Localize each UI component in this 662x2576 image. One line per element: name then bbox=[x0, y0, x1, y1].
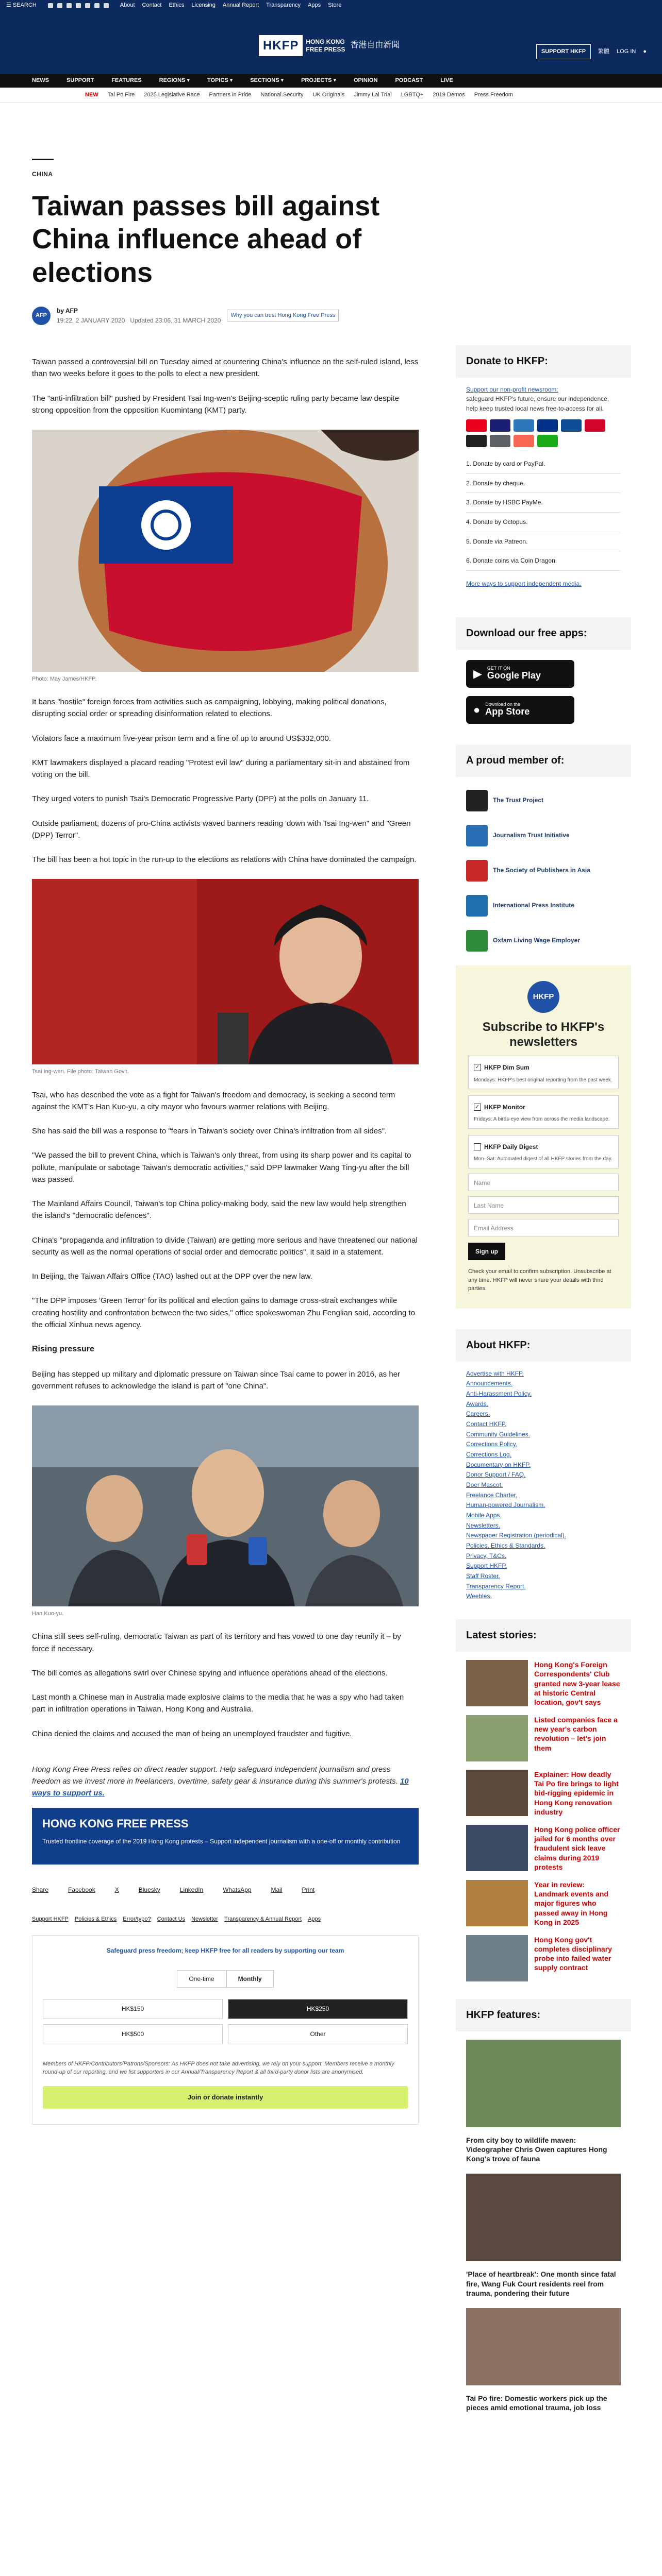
about-link[interactable]: Privacy, T&Cs. bbox=[466, 1552, 507, 1560]
article bbox=[32, 103, 419, 2125]
story-thumbnail bbox=[466, 1770, 528, 1816]
nav-projects[interactable]: PROJECTS ▾ bbox=[301, 77, 336, 84]
member-heading-box bbox=[456, 744, 631, 777]
donate-options-list bbox=[466, 454, 621, 571]
paragraph: The bill comes as allegations swirl over Chinese spying and influence operations ahead of the elections. bbox=[32, 1668, 388, 1677]
patreon-icon bbox=[514, 435, 534, 447]
youtube-icon[interactable] bbox=[85, 3, 90, 8]
author-name[interactable]: by AFP bbox=[57, 307, 78, 314]
about-link[interactable]: Contact HKFP. bbox=[466, 1420, 507, 1428]
jcb-icon bbox=[561, 419, 582, 432]
google-pay-icon bbox=[490, 435, 510, 447]
about-heading-box bbox=[456, 1329, 631, 1362]
freq-monthly[interactable]: Monthly bbox=[226, 1970, 274, 1988]
updated-date: Updated 23:06, 31 MARCH 2020 bbox=[130, 316, 221, 324]
support-link[interactable]: 10 ways to support us. bbox=[32, 1777, 409, 1798]
donate-option[interactable]: 4. Donate by Octopus. bbox=[466, 513, 621, 532]
share-print[interactable]: Print bbox=[302, 1886, 315, 1893]
about-link[interactable]: Doer Mascot. bbox=[466, 1481, 503, 1489]
donate-sidebar-box bbox=[456, 345, 631, 378]
about-link[interactable]: Anti-Harassment Policy. bbox=[466, 1390, 532, 1398]
trending-link[interactable]: Jimmy Lai Trial bbox=[354, 91, 392, 98]
x-icon[interactable] bbox=[57, 3, 62, 8]
footer-link[interactable]: Error/typo? bbox=[123, 1916, 151, 1923]
about-link[interactable]: Policies, Ethics & Standards. bbox=[466, 1542, 545, 1550]
latest-story[interactable]: Year in review: Landmark events and major figures who passed away in Hong Kong in 2025 bbox=[466, 1880, 621, 1927]
amount-option-selected[interactable]: HK$250 bbox=[228, 1999, 408, 2019]
name-input[interactable]: Name bbox=[468, 1174, 619, 1191]
about-links bbox=[456, 1369, 631, 1602]
apps-heading-box bbox=[456, 617, 631, 650]
trending-link[interactable]: Partners in Pride bbox=[209, 91, 252, 98]
paragraph: She has said the bill was a response to "fears in Taiwan's society over China's infiltration from all sides". bbox=[32, 1127, 387, 1136]
newsletter-option-monitor[interactable]: ✓ HKFP Monitor Fridays: A birds-eye view from across the media landscape. bbox=[468, 1095, 619, 1129]
paragraph: KMT lawmakers displayed a placard reading "Protest evil law" during a parliamentary sit-in and abstained from voting on the bill. bbox=[32, 758, 410, 779]
new-badge: NEW bbox=[85, 91, 98, 98]
threads-icon[interactable] bbox=[76, 3, 81, 8]
visa-icon bbox=[490, 419, 510, 432]
features-heading-box bbox=[456, 1999, 631, 2031]
google-play-button[interactable]: ▶ GET IT ON Google Play bbox=[466, 660, 574, 688]
feature-title[interactable]: From city boy to wildlife maven: Videographer Chris Owen captures Hong Kong's trove of fauna bbox=[466, 2136, 607, 2163]
member-ipi[interactable]: International Press Institute bbox=[466, 892, 621, 919]
support-banner[interactable]: HONG KONG FREE PRESS Trusted frontline coverage of the 2019 Hong Kong protests – Support independent journalism with a one-off or monthly contribution bbox=[32, 1808, 419, 1865]
nav-news[interactable]: NEWS bbox=[32, 77, 49, 84]
story-thumbnail bbox=[466, 1935, 528, 1981]
paragraph: China's "propaganda and infiltration to divide (Taiwan) are getting more serious and have threatened our national security as well as the normal operations of social order and democratic politics", it said in a statement. bbox=[32, 1235, 418, 1257]
feature-stories bbox=[456, 2040, 631, 2413]
paragraph: Tsai, who has described the vote as a fight for Taiwan's freedom and democracy, is seeking a second term against the KMT's Han Kuo-yu, a city mayor who favours warmer relations with Beijing. bbox=[32, 1090, 395, 1111]
donate-option[interactable]: 3. Donate by HSBC PayMe. bbox=[466, 493, 621, 513]
about-link[interactable]: Community Guidelines. bbox=[466, 1430, 531, 1438]
story-thumbnail bbox=[466, 1880, 528, 1926]
rss-icon[interactable] bbox=[104, 3, 109, 8]
member-oxfam[interactable]: Oxfam Living Wage Employer bbox=[466, 927, 621, 954]
about-link[interactable]: Human-powered Journalism. bbox=[466, 1501, 545, 1509]
latest-story[interactable]: Hong Kong gov't completes disciplinary probe into failed water supply contract bbox=[466, 1935, 621, 1981]
paragraph: The bill has been a hot topic in the run-up to the elections as relations with China have dominated the campaign. bbox=[32, 855, 417, 865]
paragraph: Outside parliament, dozens of pro-China activists waved banners reading 'down with Tsai Ing-wen" and "Green (DPP) Terror". bbox=[32, 819, 411, 840]
nav-support[interactable]: SUPPORT bbox=[67, 77, 94, 84]
top-link-licensing[interactable]: Licensing bbox=[191, 2, 216, 9]
paragraph: Beijing has stepped up military and diplomatic pressure on Taiwan since Tsai came to power in 2016, as her government refuses to acknowledge the island is part of "one China". bbox=[32, 1369, 401, 1391]
paragraph: "The DPP imposes 'Green Terror' for its political and election gains to damage cross-strait exchanges while creating hostility and confrontation between the two sides," office spokeswoman Zhu Fenglian said, according to the official Xinhua news agency. bbox=[32, 1296, 415, 1329]
donate-option[interactable]: 6. Donate coins via Coin Dragon. bbox=[466, 551, 621, 571]
support-hkfp-button[interactable]: SUPPORT HKFP bbox=[536, 44, 591, 59]
amex-icon bbox=[514, 419, 534, 432]
facebook-icon[interactable] bbox=[48, 3, 53, 8]
about-link[interactable]: Newspaper Registration (periodical). bbox=[466, 1532, 567, 1539]
story-thumbnail bbox=[466, 1715, 528, 1761]
instagram-icon[interactable] bbox=[67, 3, 72, 8]
wechat-pay-icon bbox=[537, 435, 558, 447]
footer-link[interactable]: Support HKFP bbox=[32, 1916, 69, 1923]
amount-option-other[interactable]: Other bbox=[228, 2024, 408, 2044]
about-link[interactable]: Weebles. bbox=[466, 1592, 492, 1600]
share-x[interactable]: X bbox=[114, 1886, 119, 1893]
hkfp-logo: HKFP bbox=[527, 981, 559, 1013]
article-footer-links bbox=[32, 1915, 419, 1924]
about-link[interactable]: Careers. bbox=[466, 1410, 490, 1418]
sidebar bbox=[456, 103, 631, 2412]
checkbox[interactable] bbox=[474, 1143, 481, 1150]
story-thumbnail bbox=[466, 1825, 528, 1871]
about-link[interactable]: Documentary on HKFP. bbox=[466, 1461, 531, 1468]
social-icons bbox=[48, 3, 109, 8]
footer-link[interactable]: Apps bbox=[308, 1916, 321, 1923]
paragraph: The Mainland Affairs Council, Taiwan's top China policy-making body, said the new law would help strengthen the island's "democratic defences". bbox=[32, 1199, 406, 1221]
checkbox-checked[interactable]: ✓ bbox=[474, 1064, 481, 1071]
nav-features[interactable]: FEATURES bbox=[111, 77, 142, 84]
member-jti[interactable]: Journalism Trust Initiative bbox=[466, 822, 621, 849]
feature-title[interactable]: 'Place of heartbreak': One month since fatal fire, Wang Fuk Court residents reel from trauma, pondering their future bbox=[466, 2270, 616, 2297]
photo-caption: Tsai Ing-wen. File photo: Taiwan Gov't. bbox=[32, 1069, 129, 1075]
support-note: Hong Kong Free Press relies on direct reader support. Help safeguard independent journalism and press freedom as we invest more in freelancers, overtime, safety gear & insurance during this summer's protests. 10 ways to support us. bbox=[32, 1765, 409, 1798]
trust-project-icon bbox=[466, 790, 488, 811]
user-icon[interactable]: ● bbox=[643, 48, 647, 55]
story-thumbnail bbox=[466, 1660, 528, 1706]
apple-icon: ● bbox=[473, 703, 481, 716]
jti-icon bbox=[466, 825, 488, 846]
paragraph: They urged voters to punish Tsai's Democratic Progressive Party (DPP) at the polls on January 11. bbox=[32, 794, 369, 804]
donate-option[interactable]: 5. Donate via Patreon. bbox=[466, 532, 621, 552]
latest-stories bbox=[456, 1660, 631, 1981]
latest-story[interactable]: Hong Kong's Foreign Correspondents' Club granted new 3-year lease at historic Central location, gov't says bbox=[466, 1660, 621, 1707]
signup-button[interactable]: Sign up bbox=[468, 1243, 505, 1261]
paragraph: China still sees self-ruling, democratic Taiwan as part of its territory and has vowed to one day reunify it – by force if necessary. bbox=[32, 1632, 401, 1653]
top-link-transparency[interactable]: Transparency bbox=[266, 2, 301, 9]
feature-title[interactable]: Tai Po fire: Domestic workers pick up the pieces amid emotional trauma, job loss bbox=[466, 2394, 607, 2412]
share-linkedin[interactable]: LinkedIn bbox=[179, 1886, 204, 1893]
member-trust-project[interactable]: The Trust Project bbox=[466, 787, 621, 814]
about-heading: About HKFP: bbox=[466, 1339, 531, 1351]
newsletter-heading: Subscribe to HKFP's newsletters bbox=[482, 1020, 605, 1049]
footer-link[interactable]: Contact Us bbox=[157, 1916, 186, 1923]
paragraph: The "anti-infiltration bill" pushed by President Tsai Ing-wen's Beijing-sceptic ruling party became law despite strong opposition from the opposition Kuomintang (KMT) party. bbox=[32, 394, 399, 415]
share-label: Share bbox=[32, 1886, 49, 1893]
top-link-store[interactable]: Store bbox=[328, 2, 342, 9]
share-mail[interactable]: Mail bbox=[271, 1886, 283, 1893]
members-note: Members of HKFP/Contributors/Patrons/Sponsors: As HKFP does not take advertising, we rely on your support. Members receive a monthly round-up of our reporting, and we list supporters in our Annual/Transparency Report & all third-party donor lists are anonymised. bbox=[43, 2060, 394, 2076]
newsletter-fine-print: Check your email to confirm subscription. Unsubscribe at any time. HKFP will never share your details with third parties. bbox=[468, 1268, 611, 1292]
top-link-ethics[interactable]: Ethics bbox=[169, 2, 185, 9]
trending-link[interactable]: Tai Po Fire bbox=[107, 91, 135, 98]
flag-mask-illustration bbox=[32, 430, 419, 672]
latest-heading: Latest stories: bbox=[466, 1630, 537, 1641]
donate-support-link[interactable]: Support our non-profit newsroom: bbox=[466, 386, 558, 393]
payment-logos bbox=[466, 419, 621, 447]
member-sopa[interactable]: The Society of Publishers in Asia bbox=[466, 857, 621, 884]
about-link[interactable]: Announcements. bbox=[466, 1380, 513, 1387]
linkedin-icon[interactable] bbox=[94, 3, 100, 8]
language-switch[interactable]: 繁體 bbox=[598, 48, 610, 55]
app-store-button[interactable]: ● Download on the App Store bbox=[466, 696, 574, 724]
about-link[interactable]: Awards. bbox=[466, 1400, 489, 1408]
login-link[interactable]: LOG IN bbox=[617, 48, 636, 55]
about-link[interactable]: Corrections Log. bbox=[466, 1451, 512, 1459]
last-name-input[interactable]: Last Name bbox=[468, 1196, 619, 1214]
category-label[interactable]: CHINA bbox=[32, 171, 53, 178]
feature-image[interactable] bbox=[466, 2308, 621, 2385]
donate-heading: Donate to HKFP: bbox=[466, 355, 548, 367]
footer-link[interactable]: Policies & Ethics bbox=[74, 1916, 117, 1923]
about-link[interactable]: Donor Support / FAQ. bbox=[466, 1471, 526, 1479]
oxfam-icon bbox=[466, 930, 488, 952]
nav-regions[interactable]: REGIONS ▾ bbox=[159, 77, 190, 84]
amount-option[interactable]: HK$500 bbox=[43, 2024, 223, 2044]
footer-link[interactable]: Newsletter bbox=[191, 1916, 219, 1923]
checkbox-checked[interactable]: ✓ bbox=[474, 1104, 481, 1111]
photo-caption: Han Kuo-yu. bbox=[32, 1611, 64, 1617]
apps-heading: Download our free apps: bbox=[466, 627, 587, 639]
paypal-icon bbox=[537, 419, 558, 432]
amount-option[interactable]: HK$150 bbox=[43, 1999, 223, 2019]
latest-story[interactable]: Explainer: How deadly Tai Po fire brings to light bid-rigging epidemic in Hong Kong renovation industry bbox=[466, 1770, 621, 1817]
paragraph: Violators face a maximum five-year prison term and a fine of up to around US$332,000. bbox=[32, 734, 332, 743]
google-play-icon: ▶ bbox=[473, 667, 482, 680]
nav-opinion[interactable]: OPINION bbox=[353, 77, 378, 84]
photo-tsai-ing-wen bbox=[32, 879, 419, 1064]
top-link-contact[interactable]: Contact bbox=[142, 2, 162, 9]
feature-image[interactable] bbox=[466, 2040, 621, 2127]
search-link[interactable]: ☰ SEARCH bbox=[6, 2, 37, 9]
frequency-toggle bbox=[43, 1970, 408, 1988]
donation-widget bbox=[32, 1935, 419, 2125]
donation-header: Safeguard press freedom; keep HKFP free for all readers by supporting our team bbox=[106, 1947, 344, 1955]
trending-link[interactable]: LGBTQ+ bbox=[401, 91, 424, 98]
feature-image[interactable] bbox=[466, 2174, 621, 2261]
donate-option[interactable]: 1. Donate by card or PayPal. bbox=[466, 454, 621, 474]
photo-han-kuo-yu bbox=[32, 1405, 419, 1606]
share-bar bbox=[32, 1885, 419, 1895]
top-link-apps[interactable]: Apps bbox=[308, 2, 321, 9]
photo-caption: Photo: May James/HKFP. bbox=[32, 676, 97, 683]
about-link[interactable]: Newsletters. bbox=[466, 1521, 501, 1529]
top-link-annual-report[interactable]: Annual Report bbox=[222, 2, 259, 9]
trending-link[interactable]: Press Freedom bbox=[474, 91, 513, 98]
byline bbox=[32, 306, 419, 325]
amount-options bbox=[43, 1999, 408, 2044]
trending-link[interactable]: National Security bbox=[260, 91, 304, 98]
publish-date: 19:22, 2 JANUARY 2020 bbox=[57, 316, 125, 324]
site-header bbox=[0, 11, 662, 74]
paragraph: Taiwan passed a controversial bill on Tuesday aimed at countering China's influence on the self-ruled island, less than two weeks before it goes to the polls to elect a new president. bbox=[32, 358, 419, 379]
top-links bbox=[120, 1, 342, 10]
unionpay-icon bbox=[585, 419, 605, 432]
nav-sections[interactable]: SECTIONS ▾ bbox=[250, 77, 284, 84]
han-kuo-yu-illustration bbox=[32, 1405, 419, 1606]
sopa-icon bbox=[466, 860, 488, 882]
newsletter-signup bbox=[456, 965, 631, 1309]
about-link[interactable]: Corrections Policy. bbox=[466, 1440, 518, 1448]
footer-link[interactable]: Transparency & Annual Report bbox=[224, 1916, 302, 1923]
latest-story[interactable]: Hong Kong police officer jailed for 6 months over fraudulent sick leave claims during 2019 protests bbox=[466, 1825, 621, 1872]
about-link[interactable]: Advertise with HKFP. bbox=[466, 1369, 524, 1377]
mastercard-icon bbox=[466, 419, 487, 432]
site-logo[interactable]: HKFP HONG KONG FREE PRESS 香港自由新聞 bbox=[259, 35, 400, 56]
donate-desc: safeguard HKFP's future, ensure our independence, help keep trusted local news free-to-access for all. bbox=[466, 395, 609, 412]
paragraph: China denied the claims and accused the man of being an unemployed fraudster and fugitive. bbox=[32, 1729, 352, 1738]
paragraph: "We passed the bill to prevent China, which is Taiwan's only threat, from using its sharp power and its capital to pollute, manipulate or sabotage Taiwan's democratic activities," said DPP lawmaker Wang Ting-yu after the bill was passed. bbox=[32, 1151, 411, 1184]
features-heading: HKFP features: bbox=[466, 2009, 541, 2021]
top-link-about[interactable]: About bbox=[120, 2, 135, 9]
photo-taiwan-flag-mask bbox=[32, 430, 419, 672]
about-link[interactable]: Freelance Charter. bbox=[466, 1491, 518, 1499]
nav-topics[interactable]: TOPICS ▾ bbox=[207, 77, 233, 84]
email-input[interactable]: Email Address bbox=[468, 1219, 619, 1236]
section-heading: Rising pressure bbox=[32, 1345, 94, 1354]
more-ways-link[interactable]: More ways to support independent media. bbox=[466, 580, 582, 587]
about-link[interactable]: Mobile Apps. bbox=[466, 1512, 502, 1519]
freq-one-time[interactable]: One-time bbox=[177, 1970, 226, 1988]
title-rule bbox=[32, 159, 54, 160]
latest-heading-box bbox=[456, 1619, 631, 1652]
main-nav bbox=[0, 74, 662, 88]
nav-podcast[interactable]: PODCAST bbox=[395, 77, 423, 84]
top-bar bbox=[0, 0, 662, 11]
trending-link[interactable]: 2019 Demos bbox=[433, 91, 465, 98]
share-bluesky[interactable]: Bluesky bbox=[138, 1886, 160, 1893]
trust-badge[interactable]: Why you can trust Hong Kong Free Press bbox=[227, 310, 339, 321]
paragraph: In Beijing, the Taiwan Affairs Office (TAO) lashed out at the DPP over the new law. bbox=[32, 1272, 312, 1281]
article-title: Taiwan passes bill against China influence ahead of elections bbox=[32, 190, 380, 289]
trending-link[interactable]: 2025 Legislative Race bbox=[144, 91, 200, 98]
author-avatar[interactable]: AFP bbox=[32, 307, 51, 325]
trending-link[interactable]: UK Originals bbox=[312, 91, 345, 98]
nav-live[interactable]: LIVE bbox=[440, 77, 453, 84]
about-link[interactable]: Transparency Report. bbox=[466, 1582, 526, 1590]
about-link[interactable]: Support HKFP. bbox=[466, 1562, 507, 1570]
newsletter-option-digest[interactable]: HKFP Daily Digest Mon–Sat: Automated digest of all HKFP stories from the day. bbox=[468, 1135, 619, 1168]
tsai-portrait-illustration bbox=[32, 879, 419, 1064]
trending-bar bbox=[0, 88, 662, 103]
ipi-icon bbox=[466, 895, 488, 917]
share-facebook[interactable]: Facebook bbox=[68, 1886, 95, 1893]
share-whatsapp[interactable]: WhatsApp bbox=[223, 1886, 252, 1893]
paragraph: It bans "hostile" foreign forces from activities such as campaigning, lobbying, making political donations, disrupting social order or spreading disinformation related to elections. bbox=[32, 698, 387, 719]
paragraph: Last month a Chinese man in Australia made explosive claims to the media that he was a spy who had taken part in infiltration operations in Taiwan, Hong Kong and Australia. bbox=[32, 1693, 404, 1714]
latest-story[interactable]: Listed companies face a new year's carbon revolution – let's join them bbox=[466, 1715, 621, 1761]
apple-pay-icon bbox=[466, 435, 487, 447]
donate-button[interactable]: Join or donate instantly bbox=[43, 2086, 408, 2109]
newsletter-option-dimsum[interactable]: ✓ HKFP Dim Sum Mondays: HKFP's best original reporting from the past week. bbox=[468, 1056, 619, 1089]
donate-option[interactable]: 2. Donate by cheque. bbox=[466, 474, 621, 494]
member-heading: A proud member of: bbox=[466, 754, 565, 766]
about-link[interactable]: Staff Roster. bbox=[466, 1572, 500, 1580]
